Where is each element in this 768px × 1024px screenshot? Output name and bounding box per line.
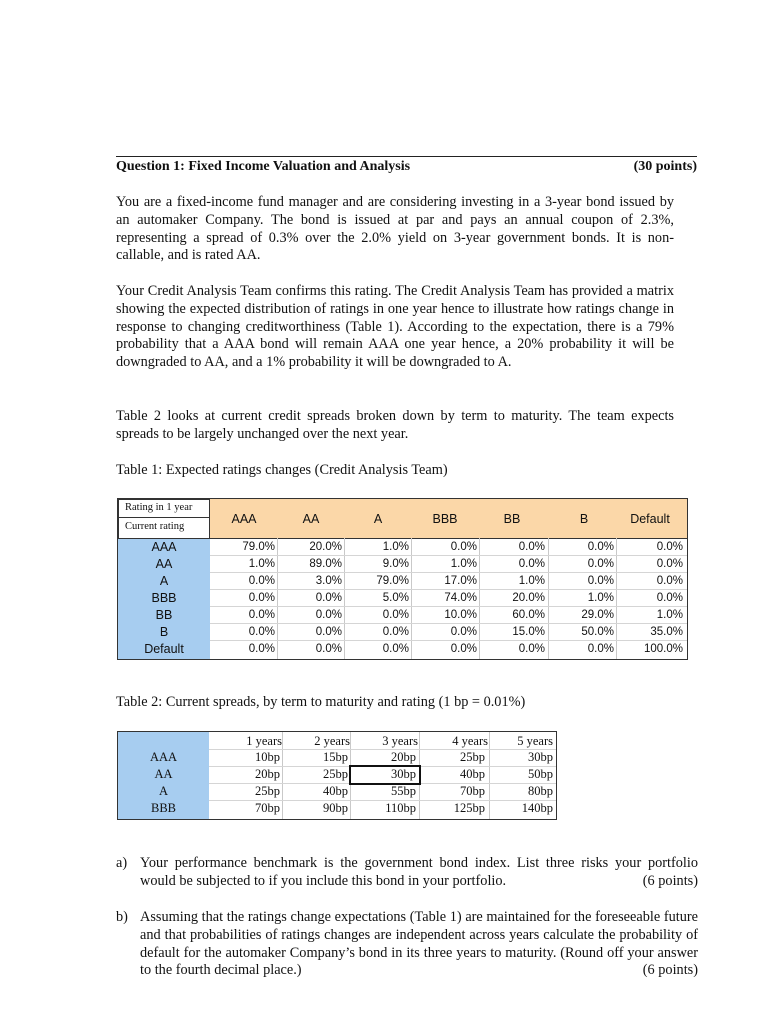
table-cell: 110bp — [385, 801, 416, 815]
column-header: 5 years — [517, 734, 553, 748]
table-cell: 55bp — [391, 784, 416, 798]
table-cell: 15bp — [323, 750, 348, 764]
column-header: 2 years — [314, 734, 350, 748]
table-cell: 0.0% — [656, 575, 683, 587]
row-label: Default — [144, 642, 184, 656]
table-cell: 0.0% — [382, 609, 409, 621]
table-cell: 0.0% — [248, 609, 275, 621]
table-cell: 30bp — [391, 767, 416, 781]
question-title-text: Question 1: Fixed Income Valuation and Analysis — [116, 159, 411, 174]
row-label: BBB — [150, 801, 176, 815]
table-cell: 35.0% — [650, 626, 683, 638]
table-cell: 3.0% — [315, 575, 342, 587]
column-header: 3 years — [382, 734, 418, 748]
table-cell: 25bp — [323, 767, 348, 781]
table-cell: 0.0% — [315, 609, 342, 621]
corner-rating-in-1-year: Rating in 1 year — [125, 502, 193, 513]
table-cell: 0.0% — [656, 558, 683, 570]
column-header: BBB — [432, 512, 458, 526]
row-label: B — [159, 625, 169, 639]
row-label: BB — [155, 608, 173, 622]
question-b-label: b) — [116, 909, 128, 925]
table-cell: 29.0% — [581, 609, 614, 621]
table-cell: 0.0% — [382, 643, 409, 655]
question-title — [116, 159, 697, 175]
table-cell: 74.0% — [444, 592, 477, 604]
credit-spreads-table — [117, 731, 557, 820]
row-label: AA — [154, 767, 173, 781]
table-cell: 0.0% — [315, 592, 342, 604]
table-cell: 25bp — [460, 750, 485, 764]
column-header: B — [579, 512, 589, 526]
title-rule — [116, 156, 697, 157]
table-cell: 10bp — [255, 750, 280, 764]
row-label: A — [158, 784, 169, 798]
table-cell: 79.0% — [242, 541, 275, 553]
table-cell: 0.0% — [656, 541, 683, 553]
table-cell: 0.0% — [587, 575, 614, 587]
table-cell: 0.0% — [248, 592, 275, 604]
table2-caption: Table 2: Current spreads, by term to maturity and rating (1 bp = 0.01%) — [116, 694, 526, 710]
question-b-points: (6 points) — [642, 962, 698, 979]
table-cell: 0.0% — [587, 643, 614, 655]
table-cell: 0.0% — [518, 558, 545, 570]
table-cell: 100.0% — [643, 643, 683, 655]
table-cell: 1.0% — [248, 558, 275, 570]
table-cell: 79.0% — [376, 575, 409, 587]
table-cell: 0.0% — [248, 626, 275, 638]
table-cell: 0.0% — [587, 541, 614, 553]
table-cell: 60.0% — [512, 609, 545, 621]
table-cell: 1.0% — [450, 558, 477, 570]
ratings-transition-table — [117, 498, 688, 660]
table-cell: 25bp — [255, 784, 280, 798]
table-cell: 0.0% — [587, 558, 614, 570]
corner-current-rating: Current rating — [125, 521, 185, 532]
row-label: A — [159, 574, 169, 588]
column-header: BB — [503, 512, 521, 526]
row-label: AAA — [149, 750, 178, 764]
table-cell: 1.0% — [518, 575, 545, 587]
column-header: AAA — [231, 512, 257, 526]
row-label: BBB — [151, 591, 177, 605]
table-cell: 1.0% — [382, 541, 409, 553]
table-cell: 0.0% — [450, 643, 477, 655]
table-cell: 90bp — [323, 801, 348, 815]
column-header: Default — [630, 512, 670, 526]
table-cell: 1.0% — [656, 609, 683, 621]
table-cell: 17.0% — [444, 575, 477, 587]
question-a-text: Your performance benchmark is the government bond index. List three risks your portfolio would be subjected to if you include this bond in your portfolio. — [140, 855, 698, 889]
table-cell: 89.0% — [309, 558, 342, 570]
question-b — [116, 909, 698, 980]
table-cell: 125bp — [453, 801, 485, 815]
question-points: (30 points) — [633, 159, 697, 174]
table-cell: 0.0% — [248, 643, 275, 655]
table-cell: 5.0% — [382, 592, 409, 604]
row-label: AA — [155, 557, 173, 571]
table-cell: 50bp — [528, 767, 553, 781]
table1-caption: Table 1: Expected ratings changes (Credit Analysis Team) — [116, 462, 448, 478]
table-cell: 0.0% — [450, 541, 477, 553]
table-cell: 9.0% — [382, 558, 409, 570]
question-a-label: a) — [116, 855, 128, 871]
table-cell: 30bp — [528, 750, 553, 764]
table-cell: 0.0% — [518, 643, 545, 655]
table-cell: 20.0% — [309, 541, 342, 553]
table-cell: 20bp — [255, 767, 280, 781]
table-cell: 0.0% — [248, 575, 275, 587]
question-a-points: (6 points) — [642, 872, 698, 889]
row-label: AAA — [151, 540, 177, 554]
table-cell: 0.0% — [315, 643, 342, 655]
credit-team-paragraph: Your Credit Analysis Team confirms this rating. The Credit Analysis Team has provided a matrix showing the expected distribution of ratings in one year hence to illustrate how ratings change in response to changing creditworthiness (Table 1). According to the expectation, there is a 79% probability that a AAA bond will remain AAA one year hence, a 20% probability it will be downgraded to AA, and a 1% probability it will be downgraded to A. — [116, 283, 674, 371]
table-cell: 0.0% — [656, 592, 683, 604]
column-header: A — [373, 512, 383, 526]
column-header: 1 years — [246, 734, 282, 748]
question-b-text: Assuming that the ratings change expectations (Table 1) are maintained for the foreseeable future and that probabilities of ratings changes are independent across years calculate the probability of default for the automaker Company’s bond in its three years to maturity. (Round off your answer to the fourth decimal place.) — [140, 909, 698, 979]
table-cell: 0.0% — [518, 541, 545, 553]
table-cell: 0.0% — [450, 626, 477, 638]
table-cell: 40bp — [460, 767, 485, 781]
spreads-paragraph: Table 2 looks at current credit spreads broken down by term to maturity. The team expects spreads to be largely unchanged over the next year. — [116, 408, 674, 442]
table-cell: 50.0% — [581, 626, 614, 638]
table-cell: 0.0% — [382, 626, 409, 638]
table-cell: 1.0% — [587, 592, 614, 604]
table-cell: 20.0% — [512, 592, 545, 604]
table-corner — [118, 499, 210, 539]
selected-cell-outline — [349, 765, 421, 785]
intro-paragraph: You are a fixed-income fund manager and are considering investing in a 3-year bond issued by an automaker Company. The bond is issued at par and pays an annual coupon of 2.3%, representing a spread of 0.3% over the 2.0% yield on 3-year government bonds. It is non-callable, and is rated AA. — [116, 194, 674, 264]
table-cell: 0.0% — [315, 626, 342, 638]
table-cell: 70bp — [460, 784, 485, 798]
table-cell: 70bp — [255, 801, 280, 815]
table-cell: 10.0% — [444, 609, 477, 621]
table-cell: 20bp — [391, 750, 416, 764]
column-header: AA — [302, 512, 320, 526]
table-cell: 40bp — [323, 784, 348, 798]
question-a — [116, 855, 698, 891]
column-header: 4 years — [452, 734, 488, 748]
table-cell: 140bp — [521, 801, 553, 815]
table-cell: 80bp — [528, 784, 553, 798]
table-cell: 15.0% — [512, 626, 545, 638]
